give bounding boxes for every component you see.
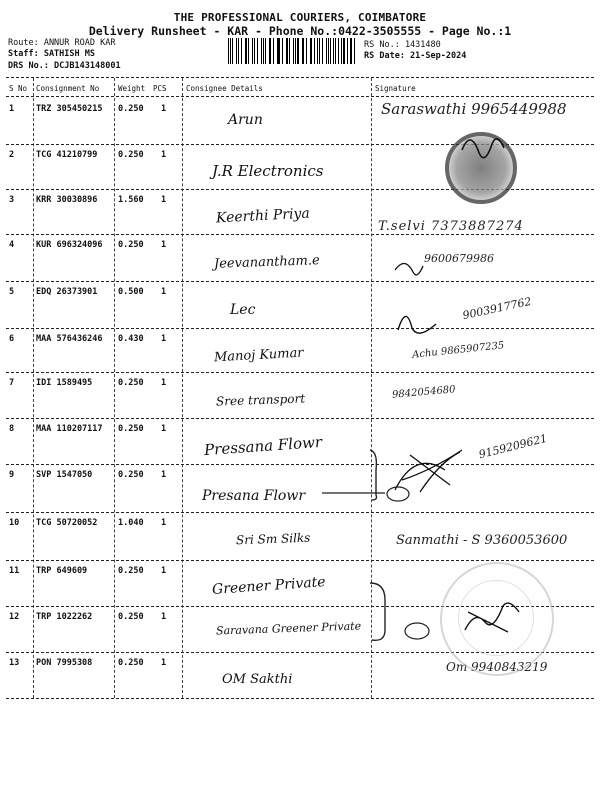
row-pieces: 1: [161, 566, 167, 576]
row-consignee-details: Presana Flowr: [202, 488, 306, 504]
barcode-bar: [319, 38, 320, 64]
row-serial-number: 5: [9, 287, 15, 297]
row-pieces: 1: [161, 334, 167, 344]
row-consignment-number: TRZ 305450215: [36, 104, 103, 114]
row-consignment-number: MAA 576436246: [36, 334, 103, 344]
col-header-weight: Weight: [118, 84, 146, 93]
row-weight: 0.250: [118, 104, 144, 114]
barcode-bar: [333, 38, 334, 64]
row-serial-number: 1: [9, 104, 15, 114]
row-consignment-number: SVP 1547050: [36, 470, 93, 480]
row-consignee-details: Sri Sm Silks: [235, 530, 311, 548]
row-pieces: 1: [161, 240, 167, 250]
row-weight: 1.560: [118, 195, 144, 205]
row-pieces: 1: [161, 150, 167, 160]
row-serial-number: 10: [9, 518, 20, 528]
barcode-bar: [273, 38, 274, 64]
row-serial-number: 2: [9, 150, 15, 160]
row-weight: 0.250: [118, 612, 144, 622]
row-weight: 0.430: [118, 334, 144, 344]
signature-9: 9159209621: [477, 431, 549, 462]
row-consignment-number: EDQ 26373901: [36, 287, 98, 297]
signature-10: Sanmathi - S 9360053600: [396, 533, 568, 548]
row-weight: 0.500: [118, 287, 144, 297]
row-weight: 0.250: [118, 470, 144, 480]
row-divider: [6, 372, 594, 373]
row-weight: 0.250: [118, 150, 144, 160]
barcode-bar: [252, 38, 253, 64]
signature-4: 9600679986: [424, 252, 494, 265]
row-consignee-details: Jeevanantham.e: [213, 253, 320, 272]
row-serial-number: 6: [9, 334, 15, 344]
col-divider: [33, 78, 34, 698]
barcode-image: [228, 38, 358, 64]
col-header-signature: Signature: [375, 84, 416, 93]
row-serial-number: 13: [9, 658, 20, 668]
row-consignment-number: TCG 50720052: [36, 518, 98, 528]
row-consignment-number: PON 7995308: [36, 658, 93, 668]
row-consignment-number: MAA 110207117: [36, 424, 103, 434]
header-rule-bottom: [6, 96, 594, 97]
barcode-bar: [310, 38, 311, 64]
row-divider: [6, 281, 594, 282]
rs-date: RS Date: 21-Sep-2024: [364, 51, 467, 61]
row-serial-number: 12: [9, 612, 20, 622]
scribble-signature-4-icon: [395, 263, 423, 274]
drs-number: DRS No.: DCJB143148001: [8, 61, 121, 71]
bracket-count-circle-icon: [405, 623, 429, 639]
barcode-bar: [257, 38, 258, 64]
row-divider: [6, 234, 594, 235]
barcode-bar: [341, 38, 342, 64]
row-consignee-details: Arun: [228, 112, 263, 128]
col-header-pcs: PCS: [153, 84, 167, 93]
barcode-bar: [326, 38, 327, 64]
row-consignment-number: TRP 1022262: [36, 612, 93, 622]
signature-3: T.selvi 7373887274: [378, 219, 524, 234]
row-pieces: 1: [161, 104, 167, 114]
signature-6: Achu 9865907235: [411, 340, 505, 361]
col-header-consignee: Consignee Details: [186, 84, 263, 93]
bracket-11-12-icon: [370, 583, 385, 640]
header-rule-top: [6, 77, 594, 78]
company-title: THE PROFESSIONAL COURIERS, COIMBATORE: [173, 11, 427, 24]
signature-1: Saraswathi 9965449988: [381, 100, 567, 118]
col-header-sno: S No: [9, 84, 28, 93]
bracket-count-circle-icon: [387, 487, 409, 501]
barcode-bar: [351, 38, 352, 64]
row-divider: [6, 560, 594, 561]
row-pieces: 1: [161, 287, 167, 297]
row-weight: 0.250: [118, 566, 144, 576]
row-weight: 0.250: [118, 424, 144, 434]
barcode-bar: [238, 38, 239, 64]
row-divider: [6, 328, 594, 329]
runsheet-subtitle: Delivery Runsheet - KAR - Phone No.:0422-3505555 - Page No.:1: [88, 24, 512, 38]
barcode-bar: [248, 38, 249, 64]
row-consignment-number: IDI 1589495: [36, 378, 93, 388]
row-consignee-details: Sree transport: [215, 391, 306, 409]
row-weight: 1.040: [118, 518, 144, 528]
row-serial-number: 4: [9, 240, 15, 250]
row-consignee-details: Manoj Kumar: [213, 345, 304, 366]
barcode-bar: [293, 38, 294, 64]
company-stamp-inner-ring: [458, 580, 534, 656]
row-pieces: 1: [161, 658, 167, 668]
row-serial-number: 11: [9, 566, 20, 576]
barcode-bar: [278, 38, 279, 64]
scribble-signature-5-icon: [398, 316, 436, 333]
row-consignment-number: KUR 696324096: [36, 240, 103, 250]
col-divider: [182, 78, 183, 698]
row-serial-number: 7: [9, 378, 15, 388]
signature-13: Om 9940843219: [446, 660, 548, 674]
row-consignment-number: TCG 41210799: [36, 150, 98, 160]
barcode-bar: [236, 38, 237, 64]
row-consignee-details: J.R Electronics: [212, 162, 324, 180]
row-pieces: 1: [161, 470, 167, 480]
staff-label: Staff: SATHISH MS: [8, 49, 95, 59]
barcode-bar: [282, 38, 283, 64]
row-consignee-details: Keerthi Priya: [215, 205, 311, 227]
row-divider: [6, 698, 594, 699]
col-header-consignment: Consignment No: [36, 84, 100, 93]
company-stamp-seal: [445, 132, 517, 204]
row-consignment-number: KRR 30030896: [36, 195, 98, 205]
row-pieces: 1: [161, 612, 167, 622]
row-divider: [6, 418, 594, 419]
scribble-signature-8-9-icon: [395, 450, 462, 492]
row-serial-number: 3: [9, 195, 15, 205]
row-pieces: 1: [161, 424, 167, 434]
row-consignee-details: Saravana Greener Private: [215, 619, 362, 638]
row-consignee-details: Pressana Flowr: [203, 432, 323, 460]
row-consignee-details: OM Sakthi: [222, 672, 293, 687]
row-pieces: 1: [161, 518, 167, 528]
row-consignment-number: TRP 649609: [36, 566, 88, 576]
row-divider: [6, 512, 594, 513]
row-consignee-details: Greener Private: [211, 574, 327, 598]
col-divider: [114, 78, 115, 698]
barcode-bar: [306, 38, 307, 64]
barcode-bar: [297, 38, 298, 64]
row-weight: 0.250: [118, 378, 144, 388]
row-serial-number: 8: [9, 424, 15, 434]
row-consignee-details: Lec: [230, 302, 256, 318]
row-pieces: 1: [161, 195, 167, 205]
row-pieces: 1: [161, 378, 167, 388]
signature-7: 9842054680: [391, 384, 456, 401]
barcode-bar: [343, 38, 344, 64]
barcode-bar: [265, 38, 266, 64]
route-label: Route: ANNUR ROAD KAR: [8, 38, 116, 48]
signature-5: 9003917762: [461, 294, 533, 323]
row-weight: 0.250: [118, 240, 144, 250]
row-serial-number: 9: [9, 470, 15, 480]
col-divider: [371, 78, 372, 698]
row-weight: 0.250: [118, 658, 144, 668]
rs-number: RS No.: 1431480: [364, 40, 441, 50]
row-divider: [6, 464, 594, 465]
barcode-bar: [228, 38, 229, 64]
